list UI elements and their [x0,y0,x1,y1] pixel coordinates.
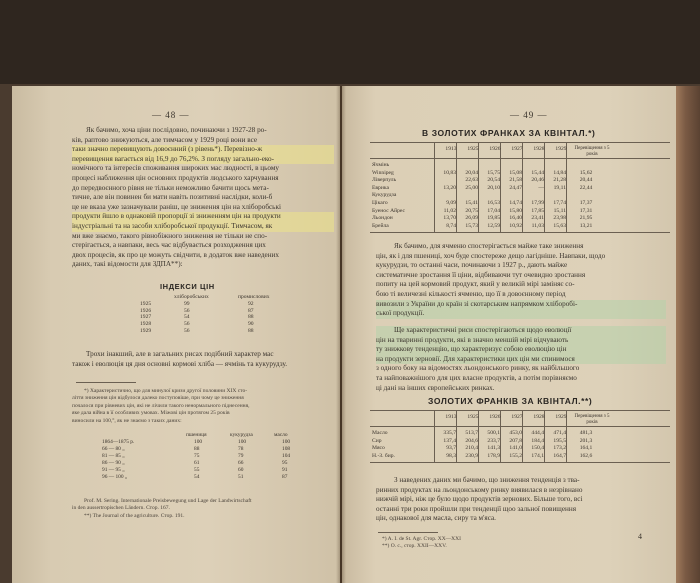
value-cell [456,192,478,200]
value-cell: 51 [238,474,244,480]
text-line: тичне, але він повинен би мати навіть позитивні наслідки, коли-б [72,193,273,202]
footnote-source [72,498,334,520]
page-number-left: — 48 — [152,110,190,120]
text-line: номічного та інтересів споживання широких мас людності, в цьому [72,164,280,173]
table-row [372,445,672,453]
text-line: *) A. I. de St. Agr. Стор. XX—XXI [382,536,461,542]
table2-header [372,414,672,425]
table2-body [372,430,672,460]
text-line: in den aussertropischen Ländern. Стор. 167. [72,505,170,512]
row-label: Еврика [372,184,389,191]
index-table [140,294,310,335]
text-line: систематичне зростання її ціни, відбиваючи тут очевидно зростання [376,270,586,279]
table-row [140,328,310,335]
text-line-highlighted: індустріальні та на засоби хліборобської продукції. Тимчасом, як [72,222,334,232]
table-row [372,200,672,208]
value-cell: 88 [248,327,254,334]
table-row [102,467,312,474]
table2-title: ЗОЛОТИХ ФРАНКІВ ЗА КВІНТАЛ.**) [428,396,593,406]
table1-bottom-rule [370,232,670,233]
value-cell: 15,80 [509,207,522,214]
value-cell: 513,7 [465,430,478,436]
text-line: ці дані на інших європейських ринках. [376,383,495,392]
value-cell: 20,46 [531,177,544,184]
value-cell [500,192,522,200]
right-page [342,86,676,583]
value-cell: 173,2 [553,445,566,452]
value-cell: 20,04 [465,169,478,176]
text-line: **) О. с., стор. XXII—XXV. [382,543,447,550]
value-cell: 453,0 [509,430,522,436]
value-cell: 162,6 [579,452,593,459]
value-cell: 78 [238,446,244,452]
value-cell [544,162,566,170]
row-label: Winnipeg [372,169,394,176]
text-line-highlighted: цін на тваринні продукти, які в значно меншій мірі відчувають [376,336,666,346]
table-row [372,162,672,170]
index-table-title: ІНДЕКСИ ЦІН [160,282,215,291]
value-cell: 10,92 [509,222,522,229]
value-cell: 15,62 [579,169,593,176]
value-cell: 17,37 [579,199,593,206]
value-cell: — [538,184,544,191]
text-line: З наведених даних ми бачимо, що зниження тенденція з тва- [394,476,580,484]
book-gutter [336,86,346,583]
period-cell: 86 — 90 „ [102,460,125,466]
right-paragraph-1 [376,242,666,319]
value-cell [566,162,606,170]
column-header: 1927 [511,146,523,152]
value-cell: 17,31 [579,207,593,214]
column-header: Перевіщення з 5 років [574,414,610,425]
value-cell: 15,44 [531,169,544,176]
row-label: Ячмінь [372,162,390,168]
value-cell: 55 [194,467,200,473]
table-header-row [372,146,672,157]
table2-header-rule [370,426,670,427]
text-line: з одного боку на відомостях льондонського ринку, як найбільшого [376,364,580,373]
text-line: ринних продуктах на льондонському ринку виявилася в незрівнано [376,485,583,494]
text-line: двох процесів, як про це можуть свідчити, в додаток вже наведених [72,250,279,259]
column-header: масло [274,432,288,438]
left-page [12,86,340,583]
value-cell: 20,10 [487,184,500,191]
period-cell: 1864—1875 р. [102,439,135,445]
value-cell: 10,83 [443,169,456,176]
row-label: Мясо [372,445,385,452]
value-cell: 56 [184,321,190,328]
column-header: пшениця [186,432,207,438]
table1-header-rule [370,158,670,159]
value-cell: 16,40 [509,215,522,222]
text-line: стерігається, а навпаки, весь час відбувається розходження цих [72,241,266,250]
table1-top-rule [370,142,670,143]
text-line: процесі наближення цін основних продуктів людського харчування [72,173,279,182]
right-paragraph-2 [376,326,666,393]
value-cell: 15,08 [509,169,522,176]
value-cell: 20,44 [579,177,593,184]
value-cell: 93,7 [446,445,456,452]
value-cell: 87 [248,307,254,314]
value-cell [478,192,500,200]
value-cell [522,162,544,170]
table-row [140,314,310,321]
table1-header [372,146,672,157]
text-line: даних, такі відомости для ЗДПА**): [72,260,183,269]
value-cell: 15,11 [553,207,566,214]
table-header-row [372,414,672,425]
text-line: Трохи інакший, але в загальних рисах подібний характер мас [86,350,274,358]
text-line: **) The Journal of the agriculture. Стор. 191. [84,512,185,519]
year-cell: 1929 [140,327,152,334]
column-header: Перевіщення з 5 років [574,146,610,157]
signature-mark: 4 [638,532,643,541]
table-row [102,460,312,467]
value-cell [434,177,456,185]
period-cell: 81 — 85 „ [102,453,125,459]
right-footnotes [382,536,642,551]
page-number-right: — 49 — [510,110,548,120]
row-label: Цікаго [372,199,388,206]
value-cell: 11,02 [443,207,456,214]
value-cell [478,162,500,170]
value-cell [566,192,606,200]
text-line: ліття зниження цін відбулося далеко поступовіше, при чому це зниження [72,395,244,402]
value-cell: 16,53 [487,199,500,206]
value-cell: 26,09 [465,215,478,222]
text-line-highlighted: вивозили з України до країн зі скотарським напрямком хліборобі- [376,300,666,310]
value-cell: 90 [248,321,254,328]
column-header: 1913 [445,414,457,420]
column-header: промислових [238,294,270,300]
value-cell: 108 [282,446,291,452]
value-cell: 75 [194,453,200,459]
table-header-row [102,432,312,439]
column-header: 1913 [445,146,457,152]
value-cell [456,162,478,170]
value-cell: 15,75 [487,169,500,176]
right-paragraph-3 [376,476,666,524]
value-cell: 88 [194,446,200,452]
year-cell: 1927 [140,314,152,321]
value-cell: 60 [238,467,244,473]
row-label: Кукурудза [372,192,397,199]
table-row [372,177,672,185]
text-line: почалося при рівневих цін, які не лічили такого ненормального піднесення, [72,402,250,409]
value-cell: 11,03 [531,222,544,229]
table-header-row [140,294,310,301]
value-cell: 481,3 [579,430,593,436]
text-line: яке дала війна в її особливих умовах. Міжові цін протягом 25 років [72,410,230,417]
value-cell: 91 [282,467,288,473]
value-cell: 22,44 [579,184,593,191]
value-cell: 9,09 [446,199,456,206]
value-cell: 79 [238,453,244,459]
value-cell: 24,47 [509,184,522,191]
table-row [372,192,672,200]
column-header: 1925 [467,146,479,152]
value-cell: 201,3 [579,437,593,444]
value-cell: 61 [194,460,200,466]
value-cell: 23,41 [531,215,544,222]
value-cell: 100 [282,439,291,445]
value-cell: 233,7 [487,437,500,444]
footnote-divider [76,382,136,383]
column-header: 1926 [489,414,501,420]
table-row [372,223,672,231]
row-label: Брейла [372,222,389,229]
text-line: *) Характеристично, що для минулої кризи другої половини XIX сто- [84,388,248,394]
value-cell: 17,85 [531,207,544,214]
table-row [372,208,672,216]
year-cell: 1925 [140,300,152,307]
value-cell: 471,4 [553,430,566,436]
value-cell: 15,63 [553,222,566,229]
text-line: ків, раптово знижуються, але тимчасом у 1929 році вони все [72,135,258,144]
footnote-1 [72,388,334,425]
column-header: хліборобських [174,294,209,300]
table-row [372,430,672,438]
value-cell: 13,70 [443,215,456,222]
value-cell [544,192,566,200]
value-cell: 13,20 [443,184,456,191]
value-cell: 95 [282,460,288,466]
value-cell: 54 [184,314,190,321]
table1-body [372,162,672,230]
value-cell: 22,63 [465,177,478,184]
text-line: попиту на цей кормовий продукт, який у великій мірі заміняє со- [376,280,575,289]
value-cell [500,162,522,170]
value-cell: 19,11 [553,184,566,191]
value-cell: 335,7 [443,430,456,436]
value-cell: 150,4 [531,445,544,452]
value-cell: 88 [248,314,254,321]
value-cell: 164,1 [579,445,593,452]
value-cell: 17,04 [487,207,500,214]
table-row [102,446,312,453]
period-cell: 66 — 80 „ [102,446,125,452]
table-row [372,215,672,223]
value-cell: 19,85 [487,215,500,222]
year-cell: 1926 [140,307,152,314]
value-cell: 20,54 [487,177,500,184]
table-row [102,453,312,460]
value-cell: 184,4 [531,437,544,444]
row-label: Ліверпуль [372,177,397,184]
value-cell: 21,95 [579,215,593,222]
value-cell: 14,74 [509,199,522,206]
value-cell: 66 [238,460,244,466]
value-cell: 100 [238,439,247,445]
table1-title: В ЗОЛОТИХ ФРАНКАХ ЗА КВІНТАЛ.*) [422,128,596,138]
value-cell: 164,7 [553,452,566,459]
text-line: Prof. M. Sering. Internationale Preisbewegung und Lage der Landwirtschaft [84,498,252,504]
value-cell: 141,3 [487,445,500,452]
column-header: 1927 [511,414,523,420]
value-cell: 178,9 [487,452,500,459]
row-label: Масло [372,430,388,436]
value-cell: 174,1 [531,452,544,459]
text-line-highlighted: ту знижкову тенденцію, що характеризує собою еволюцію цін [376,345,666,355]
value-cell: 12,59 [487,222,500,229]
text-line: до передвоєнного рівня не тільки неможливо бачити щось мета- [72,183,269,192]
period-cell: 91 — 95 „ [102,467,125,473]
value-cell: 13,21 [579,222,593,229]
value-cell: 195,5 [553,437,566,444]
value-cell: 100 [194,439,203,445]
column-header: кукурудза [230,432,253,438]
left-second-paragraph [72,350,334,369]
value-cell: 104 [282,453,291,459]
value-cell: 54 [194,474,200,480]
column-header: 1925 [467,414,479,420]
value-cell: 20,75 [465,207,478,214]
footnote-table [102,432,312,481]
year-cell: 1928 [140,321,152,328]
column-header: 1929 [555,414,567,420]
period-cell: 96 — 100 „ [102,474,128,480]
value-cell: 207,8 [509,437,522,444]
value-cell: 15,41 [465,199,478,206]
footnote-divider [378,532,438,533]
value-cell: 25,00 [465,184,478,191]
value-cell: 8,74 [446,222,456,229]
value-cell: 87 [282,474,288,480]
text-line: також і еволюція ця дня основні кормові хліба — ячмінь та кукурудзу. [72,359,288,368]
text-line: виносили на 100,°, як не знаємо з таких даних: [72,417,182,424]
value-cell [522,192,544,200]
value-cell: 17,74 [553,199,566,206]
row-label: Н.-З. бир. [372,452,395,459]
column-header: 1928 [533,414,545,420]
column-header: 1929 [555,146,567,152]
value-cell: 210,4 [465,445,478,452]
table-row [372,453,672,461]
value-cell: 56 [184,327,190,334]
text-line: Як бачимо, для ячменю спостерігається майже таке зниження [394,242,584,250]
table-row [140,321,310,328]
value-cell [434,162,456,170]
text-line-highlighted: продукти йшло в однаковій пропорції зі зниженням цін на продукти [72,212,334,222]
text-line-highlighted: на продукти зерновії. Для характеристики цих цін ми спинимося [376,355,666,365]
table-row [372,438,672,446]
text-line: нижчій мірі, ніж це було щодо продуктів зернових. Більше того, всі [376,495,583,504]
table2-top-rule [370,410,670,411]
table-row [102,439,312,446]
text-line-highlighted: перевищення вагається від 16,9 до 76,2%. З погляду загально-еко- [72,155,334,165]
table-row [140,308,310,315]
value-cell: 230,9 [465,452,478,459]
text-line-highlighted: Ще характеристичні риси спостерігаються щодо еволюції [376,326,666,336]
row-label: Сир [372,437,382,444]
text-line: цін, як і для пшениці, хоч буде спостереже дещо лагідніше. Навпаки, щодо [376,251,606,260]
text-line-highlighted: ської продукції. [376,309,666,319]
column-header: 1928 [533,146,545,152]
text-line: ми вже знаємо, такого рівнобіжного зниження не тільки не спо- [72,231,268,240]
value-cell: 23,98 [553,215,566,222]
value-cell: 92 [248,300,254,307]
value-cell [434,192,456,200]
value-cell: 444,4 [531,430,544,436]
table-row [372,170,672,178]
text-line: цін, однакової для масла, сиру та м'яса. [376,514,496,523]
row-label: Льондон [372,215,393,222]
value-cell: 21,28 [553,177,566,184]
value-cell: 98,3 [446,452,456,459]
row-label: Буенос Айрес [372,207,406,214]
text-line: останні три роки пройшли при тенденції щоо зальної повищення [376,504,577,513]
value-cell: 155,2 [509,452,522,459]
value-cell: 137,4 [443,437,456,444]
value-cell: 56 [184,307,190,314]
text-line: Як бачимо, хоча ціни послідовно, починаючи з 1927-28 ро- [86,126,267,134]
left-main-paragraph [72,126,334,270]
value-cell: 141,0 [509,445,522,452]
value-cell: 15,73 [465,222,478,229]
value-cell: 204,6 [465,437,478,444]
text-line: бою ті величезні кількості ячменю, що її в довоєнному період [376,289,566,298]
value-cell: 21,58 [509,177,522,184]
text-line: та найповажнішого для цих власне продуктів, а потім порівняємо [376,373,577,382]
value-cell: 99 [184,300,190,307]
table2-bottom-rule [370,462,670,463]
table-row [102,474,312,481]
text-line: кукурудзи, то останні часи, починаючи з 1927 р., дають майже [376,261,568,270]
column-header: 1926 [489,146,501,152]
table-row [140,301,310,308]
value-cell: 14,84 [553,169,566,176]
value-cell: 17,99 [531,199,544,206]
book-edge [676,86,700,583]
text-line-highlighted: таки значно перевищують довоєнний (з рівень*). Перевізно-ж [72,145,334,155]
table-row [372,185,672,193]
value-cell: 500,1 [487,430,500,436]
text-line: це не вказа уже зазначували раніш, це зниження цін на хліборобські [72,202,281,211]
